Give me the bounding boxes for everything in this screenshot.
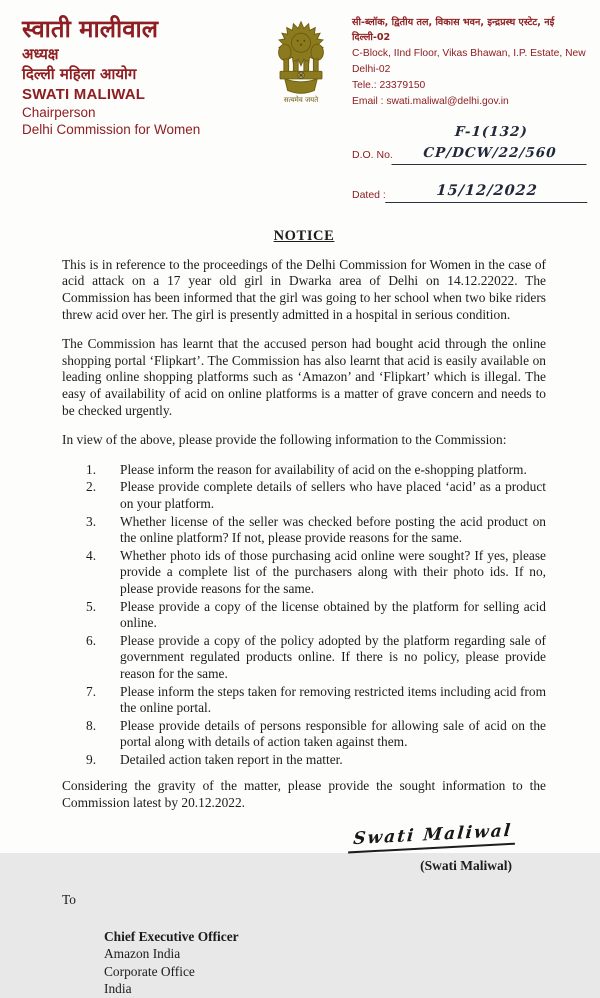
item-text: Please inform the steps taken for removing restricted items including acid from the online portal. xyxy=(120,683,546,716)
sender-title-english: Chairperson xyxy=(22,104,96,120)
recipient-company: Amazon India xyxy=(104,946,181,962)
item-text: Please provide details of persons responsible for allowing sale of acid on the portal along with details of action taken against them. xyxy=(120,717,546,750)
item-text: Please provide a copy of the license obtained by the platform for selling acid online. xyxy=(120,598,546,631)
sender-org-hindi: दिल्ली महिला आयोग xyxy=(22,64,137,83)
sender-org-english: Delhi Commission for Women xyxy=(22,121,201,137)
recipient-address xyxy=(104,928,546,998)
list-item xyxy=(62,752,546,769)
list-item xyxy=(62,718,546,751)
office-address-block xyxy=(342,16,588,204)
sender-name-hindi: स्वाती मालीवाल xyxy=(22,15,159,43)
signatory-name: (Swati Maliwal) xyxy=(420,857,512,873)
item-text: Whether photo ids of those purchasing acid online were sought? If yes, please provide a complete list of the purchasers along with their photo ids. If no, please provide reasons for the same. xyxy=(120,547,546,596)
item-number: 2. xyxy=(86,479,97,495)
item-number: 5. xyxy=(86,598,97,614)
do-number-label: D.O. No. xyxy=(352,149,393,162)
ashoka-lion-capital-icon xyxy=(270,18,332,98)
item-text: Whether license of the seller was checked before posting the acid product on the online platform? If not, please provide reasons for the same. xyxy=(120,513,546,546)
sender-name-english: SWATI MALIWAL xyxy=(22,86,146,104)
signature-block xyxy=(62,820,546,874)
paragraph-closing: Considering the gravity of the matter, please provide the sought information to the Commission latest by 20.12.2022. xyxy=(62,778,546,811)
item-text: Detailed action taken report in the matter. xyxy=(120,751,343,767)
national-emblem xyxy=(260,16,342,204)
recipient-office: Corporate Office xyxy=(104,963,195,979)
to-label: To xyxy=(62,891,76,907)
list-item xyxy=(62,514,546,547)
dated-row xyxy=(352,180,588,203)
recipient-country: India xyxy=(104,981,132,997)
recipient-designation: Chief Executive Officer xyxy=(104,928,239,944)
list-item xyxy=(62,599,546,632)
item-number: 7. xyxy=(86,683,97,699)
item-number: 6. xyxy=(86,632,97,648)
information-request-list xyxy=(62,462,546,769)
date-handwritten: 15/12/2022 xyxy=(385,180,589,203)
do-number-handwritten: F-1(132) CP/DCW/22/560 xyxy=(391,122,589,165)
list-item xyxy=(62,684,546,717)
notice-body xyxy=(0,228,600,998)
list-item xyxy=(62,633,546,683)
item-number: 3. xyxy=(86,513,97,529)
paragraph-intro: This is in reference to the proceedings of the Delhi Commission for Women in the case of acid attack on a 17 year old girl in Dwarka area of Delhi on 14.12.22022. The Commission has been informed that the girl was going to her school when two bike riders threw acid over her. The girl is presently admitted in a hospital in serious condition. xyxy=(62,256,546,322)
item-number: 4. xyxy=(86,547,97,563)
emblem-motto: सत्यमेव जयते xyxy=(283,96,319,104)
letterhead xyxy=(0,0,600,204)
paragraph-lead-in: In view of the above, please provide the following information to the Commission: xyxy=(62,432,507,448)
notice-title: NOTICE xyxy=(273,227,335,244)
item-number: 1. xyxy=(86,461,97,477)
item-text: Please provide complete details of sellers who have placed ‘acid’ as a product on your platform. xyxy=(120,479,546,511)
email: Email : swati.maliwal@delhi.gov.in xyxy=(352,95,509,107)
sender-title-hindi: अध्यक्ष xyxy=(22,44,59,63)
sender-block xyxy=(22,16,260,204)
do-number-row xyxy=(352,122,588,165)
address-hindi: सी-ब्लॉक, द्वितीय तल, विकास भवन, इन्द्रप्रस्थ एस्टेट, नई दिल्ली-02 xyxy=(352,17,555,43)
item-number: 8. xyxy=(86,717,97,733)
item-number: 9. xyxy=(86,751,97,767)
dated-label: Dated : xyxy=(352,188,386,201)
item-text: Please provide a copy of the policy adopted by the platform regarding sale of government regulated products online. If there is no policy, please provide reason for the same. xyxy=(120,632,546,681)
list-item xyxy=(62,479,546,512)
telephone: Tele.: 23379150 xyxy=(352,79,426,91)
paragraph-flipkart: The Commission has learnt that the accused person had bought acid through the online shopping portal ‘Flipkart’. The Commission has also learnt that acid is easily available on leading online shopping platforms such as ‘Amazon’ and ‘Flipkart’ which is illegal. The easy of availability of acid on online platforms is a matter of grave concern and needs to be checked urgently. xyxy=(62,336,546,418)
handwritten-signature: Swati Maliwal xyxy=(348,820,517,853)
address-english: C-Block, IInd Floor, Vikas Bhawan, I.P. Estate, New Delhi-02 xyxy=(352,47,586,75)
list-item xyxy=(62,462,546,479)
item-text: Please inform the reason for availability of acid on the e-shopping platform. xyxy=(120,461,527,477)
list-item xyxy=(62,548,546,598)
